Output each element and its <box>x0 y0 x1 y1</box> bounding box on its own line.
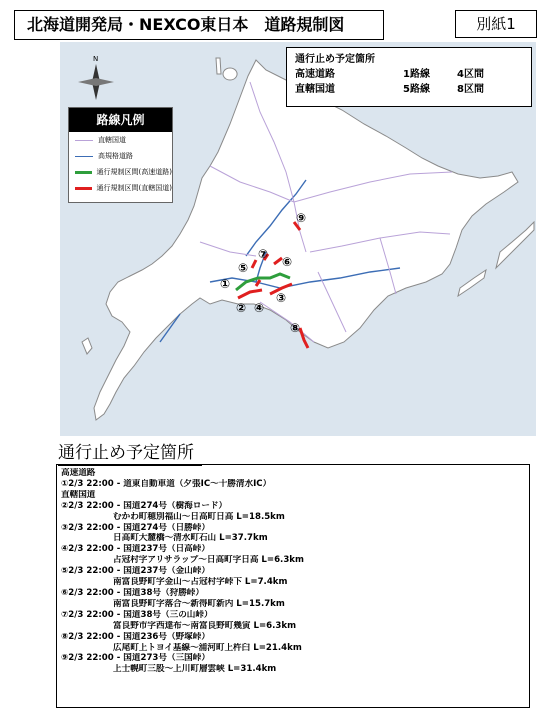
closure-item-8: ⑧2/3 22:00 - 国道236号（野塚峠） <box>61 631 210 642</box>
marker-2: ② <box>236 301 247 315</box>
summary-row-highway <box>295 67 523 82</box>
closure-item-5: ⑤2/3 22:00 - 国道237号（金山峠） <box>61 566 210 577</box>
closure-item-7: ⑦2/3 22:00 - 国道38号（三の山峠） <box>61 609 213 620</box>
svg-text:N: N <box>93 55 99 63</box>
okushiri-island <box>82 338 92 354</box>
closure-item-7-detail: 富良野市字西達布～南富良野町幾寅 L=6.3km <box>113 620 297 631</box>
legend-item-national-restriction <box>69 180 172 196</box>
compass-icon <box>78 55 114 100</box>
summary-routes: 1路線 <box>403 69 430 80</box>
summary-heading: 通行止め予定箇所 <box>295 54 375 65</box>
map-title: 北海道開発局・NEXCO東日本 道路規制図 <box>14 10 384 40</box>
legend-label: 通行規制区間(高速道路) <box>96 168 172 176</box>
marker-3: ③ <box>276 291 287 305</box>
summary-label: 直轄国道 <box>295 84 335 95</box>
marker-4: ④ <box>254 301 265 315</box>
legend-swatch <box>75 156 93 157</box>
closure-item-9-detail: 上士幌町三股～上川町層雲峡 L=31.4km <box>113 664 277 675</box>
closure-item-8-detail: 広尾町上トヨイ基線～浦河町上杵臼 L=21.4km <box>113 642 302 653</box>
legend-swatch <box>75 187 92 190</box>
legend-item-national-road <box>69 132 172 148</box>
closure-item-6-detail: 南富良野町字落合～新得町新内 L=15.7km <box>113 598 285 609</box>
summary-sections: 4区間 <box>457 69 484 80</box>
legend-swatch <box>75 171 92 174</box>
marker-5: ⑤ <box>238 261 249 275</box>
summary-sections: 8区間 <box>457 84 484 95</box>
legend-swatch <box>75 140 93 141</box>
marker-9: ⑨ <box>296 211 307 225</box>
route-legend <box>68 107 173 203</box>
legend-title: 路線凡例 <box>69 108 172 132</box>
marker-6: ⑥ <box>282 255 293 269</box>
kuril-islands <box>458 222 534 296</box>
closure-item-4: ④2/3 22:00 - 国道237号（日高峠） <box>61 544 210 555</box>
marker-1: ① <box>220 277 231 291</box>
closure-list-title: 通行止め予定箇所 <box>58 438 194 463</box>
closure-item-6: ⑥2/3 22:00 - 国道38号（狩勝峠） <box>61 587 204 598</box>
rebun-island <box>216 58 221 74</box>
closure-summary-box <box>286 47 532 107</box>
annex-label: 別紙1 <box>455 10 537 38</box>
closure-item-2: ②2/3 22:00 - 国道274号（樹海ロード） <box>61 500 228 511</box>
legend-item-expressway <box>69 148 172 164</box>
highway-heading: 高速道路 <box>61 468 96 478</box>
legend-item-expressway-restriction <box>69 164 172 180</box>
marker-7: ⑦ <box>258 247 269 261</box>
national-heading: 直轄国道 <box>61 489 96 500</box>
closure-item-9: ⑨2/3 22:00 - 国道273号（三国峠） <box>61 653 210 664</box>
rishiri-island <box>223 68 237 80</box>
legend-label: 直轄国道 <box>98 136 126 144</box>
closure-item-2-detail: むかわ町穂別福山～日高町日高 L=18.5km <box>113 511 285 522</box>
legend-label: 通行規制区間(直轄国道) <box>96 184 172 192</box>
closure-item-3-detail: 日高町大麓橋～清水町石山 L=37.7km <box>113 533 268 544</box>
legend-label: 高規格道路 <box>98 152 133 160</box>
closure-list <box>56 464 530 708</box>
marker-8: ⑧ <box>290 321 301 335</box>
closure-item-3: ③2/3 22:00 - 国道274号（日勝峠） <box>61 522 210 533</box>
summary-row-national <box>295 82 523 97</box>
summary-label: 高速道路 <box>295 69 335 80</box>
closure-item-1: ①2/3 22:00 - 道東自動車道（夕張IC～十勝清水IC） <box>61 478 272 489</box>
summary-routes: 5路線 <box>403 84 430 95</box>
closure-item-5-detail: 南富良野町字金山～占冠村字峠下 L=7.4km <box>113 577 288 588</box>
closure-item-4-detail: 占冠村字アリサラップ～日高町字日高 L=6.3km <box>113 555 304 566</box>
